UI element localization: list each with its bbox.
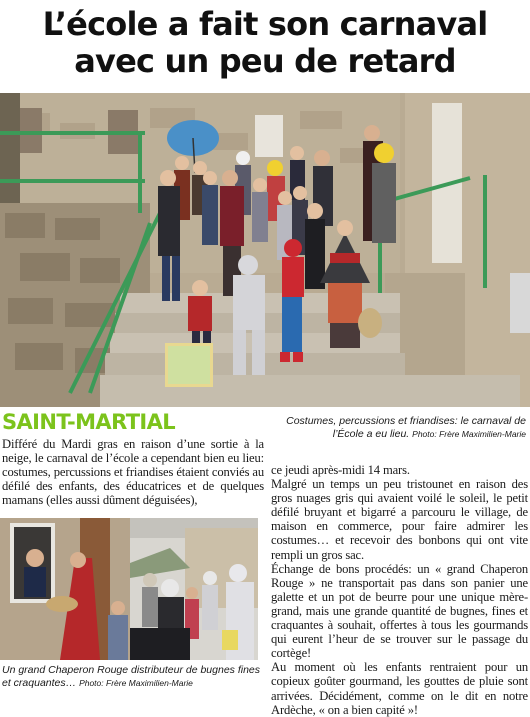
headline [0, 6, 530, 80]
main-photo-credit: Photo: Frère Maximilien-Marie [412, 429, 526, 439]
second-photo-caption-text: Un grand Chaperon Rouge distributeur de bugnes fines et craquantes… [2, 664, 261, 689]
article-paragraph: Malgré un temps un peu tristounet en raison des gros nuages gris qui avaient voilé le soleil, le petit défilé bruyant et bigarré a parcouru le village, de maison en commerce, pour faire admirer les costumes… et recevoir des bonbons qui ont vite rempli un gros sac. [271, 477, 528, 562]
second-photo-credit: Photo: Frère Maximilien-Marie [79, 678, 193, 688]
second-photo [0, 518, 258, 660]
article-right-column [271, 463, 528, 717]
main-photo-caption-text: Costumes, percussions et friandises: le carnaval de l’École a eu lieu. [286, 415, 526, 440]
main-photo [0, 93, 530, 407]
second-photo-caption [2, 664, 262, 690]
headline-line-2: avec un peu de retard [74, 42, 456, 80]
article-paragraph: Au moment où les enfants rentraient pour un copieux goûter gourmand, les gouttes de pluie sont arrivées. Décidément, comme on le dit en notre Ardèche, « on a bien capité »! [271, 660, 528, 717]
location-heading: SAINT-MARTIAL [2, 410, 176, 434]
article-paragraph: Échange de bons procédés: un « grand Chaperon Rouge » ne transportait pas dans son panier une galette et un pot de beurre pour une unique mère-grand, mais une grande quantité de bugnes, fines et craquantes à souhait, offertes à tous les gourmands qui eurent l’heur de se trouver sur le passage du cortège! [271, 561, 528, 661]
article-paragraph: ce jeudi après-midi 14 mars. [271, 463, 410, 477]
main-photo-caption [266, 415, 526, 441]
article-left-column: Différé du Mardi gras en raison d’une sortie à la neige, le carnaval de l’école a cependant bien eu lieu: costumes, percussions et friandises étaient conviés au défilé des enfants, des éducatrices et de quelques mamans (elles aussi dûment déguisées), [2, 437, 264, 508]
headline-line-1: L’école a fait son carnaval [42, 5, 488, 43]
